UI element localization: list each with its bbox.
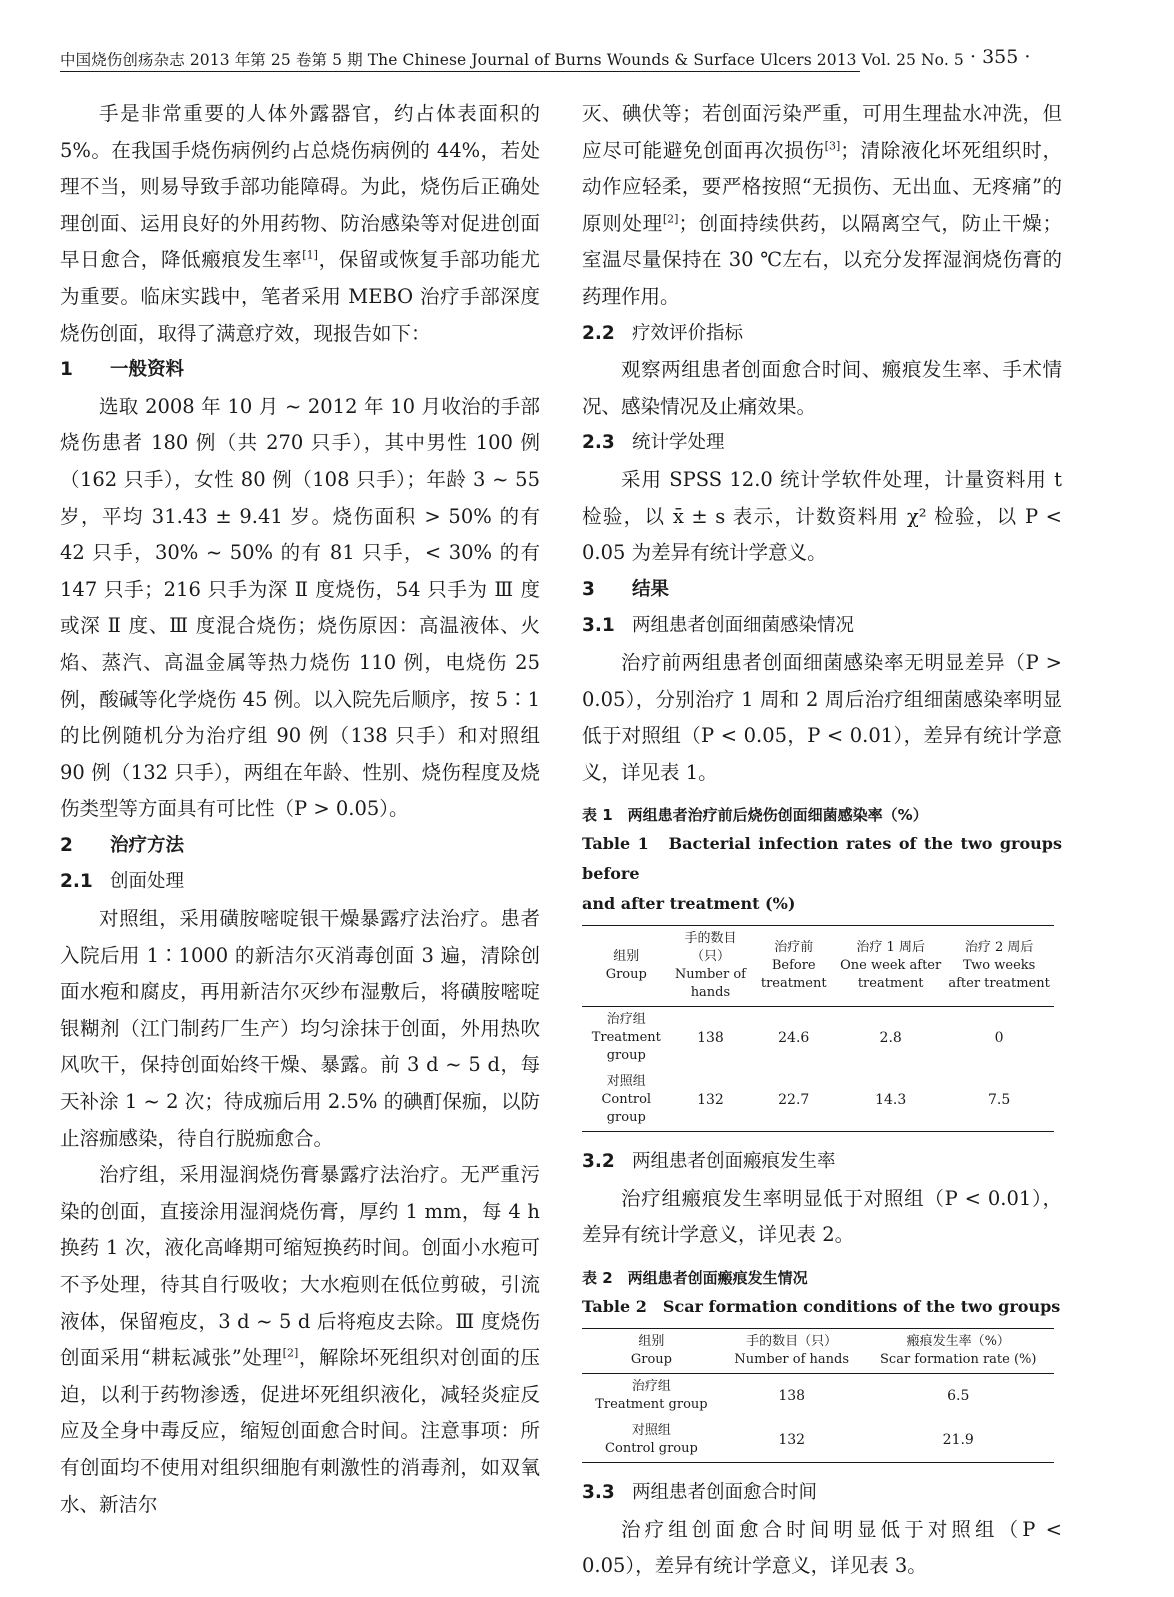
section-number: 1 bbox=[60, 359, 73, 381]
scar-paragraph: 治疗组瘢痕发生率明显低于对照组（P < 0.01），差异有统计学意义，详见表 2。 bbox=[582, 1186, 1062, 1247]
section-2-1-heading bbox=[60, 864, 540, 901]
hands-cell: 132 bbox=[778, 1432, 806, 1449]
reference-2-again[interactable]: [2] bbox=[662, 212, 679, 226]
section-3-1-heading bbox=[582, 608, 1062, 645]
header-cell: 瘢痕发生率（%） Scar formation rate (%) bbox=[880, 1334, 1037, 1368]
section-title: 一般资料 bbox=[110, 359, 185, 381]
section-number: 2.3 bbox=[582, 432, 615, 454]
section-2-2-heading bbox=[582, 316, 1062, 353]
left-column bbox=[60, 96, 540, 1523]
table-1-caption-en-line2: and after treatment (%) bbox=[582, 894, 796, 914]
section-number: 2 bbox=[60, 834, 73, 856]
intro-paragraph bbox=[60, 96, 540, 352]
table-1-caption-cn: 表 1 两组患者治疗前后烧伤创面细菌感染率（%） bbox=[582, 806, 928, 825]
before-cell: 24.6 bbox=[778, 1030, 810, 1047]
section-title: 两组患者创面瘢痕发生率 bbox=[632, 1151, 836, 1173]
header-cell: 组别 Group bbox=[630, 1334, 672, 1368]
section-2-3-heading bbox=[582, 425, 1062, 462]
treatment-group-paragraph bbox=[60, 1157, 540, 1523]
header-cell: 治疗 1 周后 One week after treatment bbox=[840, 940, 942, 992]
treatment-text-end: ，解除坏死组织对创面的压迫，以利于药物渗透，促进坏死组织液化，减轻炎症反应及全身中毒反应，缩短创面愈合时间。注意事项：所有创面均不使用对组织细胞有刺激性的消毒剂，如双氧水、新洁尔 bbox=[60, 1346, 540, 1516]
section-1-heading bbox=[60, 352, 540, 389]
hands-cell: 138 bbox=[778, 1388, 806, 1405]
before-cell: 22.7 bbox=[778, 1092, 810, 1109]
table-2-caption-en: Table 2 Scar formation conditions of the two groups bbox=[582, 1297, 1061, 1317]
header-rule bbox=[60, 71, 860, 72]
continued-paragraph bbox=[582, 96, 1062, 316]
table-header-row bbox=[582, 1329, 1054, 1374]
hands-cell: 132 bbox=[697, 1092, 724, 1109]
header-cell: 手的数目（只） Number of hands bbox=[674, 931, 746, 1001]
section-title: 两组患者创面细菌感染情况 bbox=[632, 615, 855, 637]
section-title: 两组患者创面愈合时间 bbox=[632, 1482, 818, 1504]
treatment-text: 治疗组，采用湿润烧伤膏暴露疗法治疗。无严重污染的创面，直接涂用湿润烧伤膏，厚约 1 mm，每 4 h 换药 1 次，液化高峰期可缩短换药时间。创面小水疱可不予处理，待其自行吸收；大水疱则在低位剪破，引流液体，保留疱皮，3 d ~ 5 d 后将疱皮去除。Ⅲ 度烧伤创面采用“耕耘减张”处理 bbox=[60, 1163, 540, 1370]
header-cell: 治疗 2 周后 Two weeks after treatment bbox=[948, 940, 1050, 992]
section-number: 3.3 bbox=[582, 1482, 615, 1504]
reference-3[interactable]: [3] bbox=[824, 139, 841, 153]
table-2-caption-cn: 表 2 两组患者创面瘢痕发生情况 bbox=[582, 1269, 808, 1288]
group-cell: 对照组 Control group bbox=[601, 1074, 652, 1126]
section-number: 3 bbox=[582, 578, 595, 600]
header-cell: 治疗前 Before treatment bbox=[760, 940, 827, 992]
reference-1[interactable]: [1] bbox=[302, 248, 318, 262]
section-number: 3.1 bbox=[582, 615, 615, 637]
table-row bbox=[582, 1374, 1054, 1419]
continued-text-2: ；清除液化坏死组织时，动作应轻柔，要严格按照“无损伤、无出血、无疼痛”的原则处理 bbox=[582, 138, 1062, 235]
healing-paragraph: 治疗组创面愈合时间明显低于对照组（P < 0.05），差异有统计学意义，详见表 3。 bbox=[582, 1517, 1062, 1578]
week2-cell: 7.5 bbox=[988, 1092, 1011, 1109]
table-1 bbox=[582, 925, 1054, 1132]
section-number: 2.1 bbox=[60, 871, 93, 893]
table-header-row bbox=[582, 926, 1054, 1007]
section-3-heading bbox=[582, 572, 1062, 609]
section-number: 3.2 bbox=[582, 1151, 615, 1173]
section-title: 结果 bbox=[632, 578, 670, 600]
section-number: 2.2 bbox=[582, 322, 615, 344]
section-2-heading bbox=[60, 828, 540, 865]
table-row bbox=[582, 1418, 1054, 1463]
general-data-paragraph: 选取 2008 年 10 月 ~ 2012 年 10 月收治的手部烧伤患者 180 例（共 270 只手），其中男性 100 例（162 只手），女性 80 例（108 只手）；年龄 3 ~ 55 岁，平均 31.43 ± 9.41 岁。烧伤面积 > 50% 的有 42 只手，30% ~ 50% 的有 81 只手，< 30% 的有 147 只手；216 只手为深 Ⅱ 度烧伤，54 只手为 Ⅲ 度或深 Ⅱ 度、Ⅲ 度混合烧伤；烧伤原因：高温液体、火焰、蒸汽、高温金属等热力烧伤 110 例，电烧伤 25 例，酸碱等化学烧伤 45 例。以入院先后顺序，按 5∶1 的比例随机分为治疗组 90 例（138 只手）和对照组 90 例（132 只手），两组在年龄、性别、烧伤程度及烧伤类型等方面具有可比性（P > 0.05）。 bbox=[60, 394, 540, 821]
group-cell: 治疗组 Treatment group bbox=[595, 1379, 708, 1413]
section-title: 治疗方法 bbox=[110, 834, 185, 856]
running-header: 中国烧伤创疡杂志 2013 年第 25 卷第 5 期 The Chinese Journal of Burns Wounds & Surface Ulcers 2013 Vol. 25 No. 5 bbox=[60, 51, 964, 69]
intro-text: 手是非常重要的人体外露器官，约占体表面积的 5%。在我国手烧伤病例约占总烧伤病例的 44%，若处理不当，则易导致手部功能障碍。为此，烧伤后正确处理创面、运用良好的外用药物、防治感染等对促进创面早日愈合，降低瘢痕发生率 bbox=[60, 102, 540, 272]
table-row bbox=[582, 1007, 1054, 1070]
control-group-paragraph: 对照组，采用磺胺嘧啶银干燥暴露疗法治疗。患者入院后用 1∶1000 的新洁尔灭消毒创面 3 遍，清除创面水疱和腐皮，再用新洁尔灭纱布湿敷后，将磺胺嘧啶银糊剂（江门制药厂生产）均匀涂抹于创面，外用热吹风吹干，保持创面始终干燥、暴露。前 3 d ~ 5 d，每天补涂 1 ~ 2 次；待成痂后用 2.5% 的碘酊保痂，以防止溶痂感染，待自行脱痂愈合。 bbox=[60, 907, 540, 1150]
week2-cell: 0 bbox=[994, 1030, 1004, 1047]
hands-cell: 138 bbox=[697, 1030, 724, 1047]
infection-paragraph: 治疗前两组患者创面细菌感染率无明显差异（P > 0.05），分别治疗 1 周和 2 周后治疗组细菌感染率明显低于对照组（P < 0.05，P < 0.01），差异有统计学意义，详见表 1。 bbox=[582, 650, 1062, 784]
table-1-caption-en-line1: Table 1 Bacterial infection rates of the two groups before bbox=[582, 834, 1062, 884]
right-column bbox=[582, 96, 1062, 1585]
group-cell: 对照组 Control group bbox=[605, 1423, 698, 1457]
scar-rate-cell: 21.9 bbox=[942, 1432, 974, 1449]
group-cell: 治疗组 Treatment group bbox=[591, 1012, 661, 1064]
page-number: · 355 · bbox=[970, 46, 1031, 68]
week1-cell: 2.8 bbox=[879, 1030, 902, 1047]
statistics-paragraph: 采用 SPSS 12.0 统计学软件处理，计量资料用 t 检验，以 x̄ ± s 表示，计数资料用 χ² 检验，以 P < 0.05 为差异有统计学意义。 bbox=[582, 467, 1062, 565]
table-row bbox=[582, 1069, 1054, 1132]
section-title: 疗效评价指标 bbox=[632, 322, 744, 344]
continued-text-3: ；创面持续供药，以隔离空气，防止干燥；室温尽量保持在 30 ℃左右，以充分发挥湿润烧伤膏的药理作用。 bbox=[582, 211, 1062, 308]
evaluation-paragraph: 观察两组患者创面愈合时间、瘢痕发生率、手术情况、感染情况及止痛效果。 bbox=[582, 358, 1062, 418]
week1-cell: 14.3 bbox=[875, 1092, 907, 1109]
section-3-2-heading bbox=[582, 1144, 1062, 1181]
section-3-3-heading bbox=[582, 1475, 1062, 1512]
header-cell: 手的数目（只） Number of hands bbox=[734, 1334, 850, 1368]
scar-rate-cell: 6.5 bbox=[947, 1388, 970, 1405]
table-2 bbox=[582, 1328, 1054, 1463]
section-title: 统计学处理 bbox=[632, 432, 725, 454]
header-cell: 组别 Group bbox=[605, 949, 647, 983]
intro-text-end: ，保留或恢复手部功能尤为重要。临床实践中，笔者采用 MEBO 治疗手部深度烧伤创面，取得了满意疗效，现报告如下： bbox=[60, 248, 540, 345]
continued-text-1: 灭、碘伏等；若创面污染严重，可用生理盐水冲洗，但应尽可能避免创面再次损伤 bbox=[582, 102, 1062, 162]
reference-2[interactable]: [2] bbox=[282, 1346, 299, 1360]
section-title: 创面处理 bbox=[110, 871, 185, 893]
